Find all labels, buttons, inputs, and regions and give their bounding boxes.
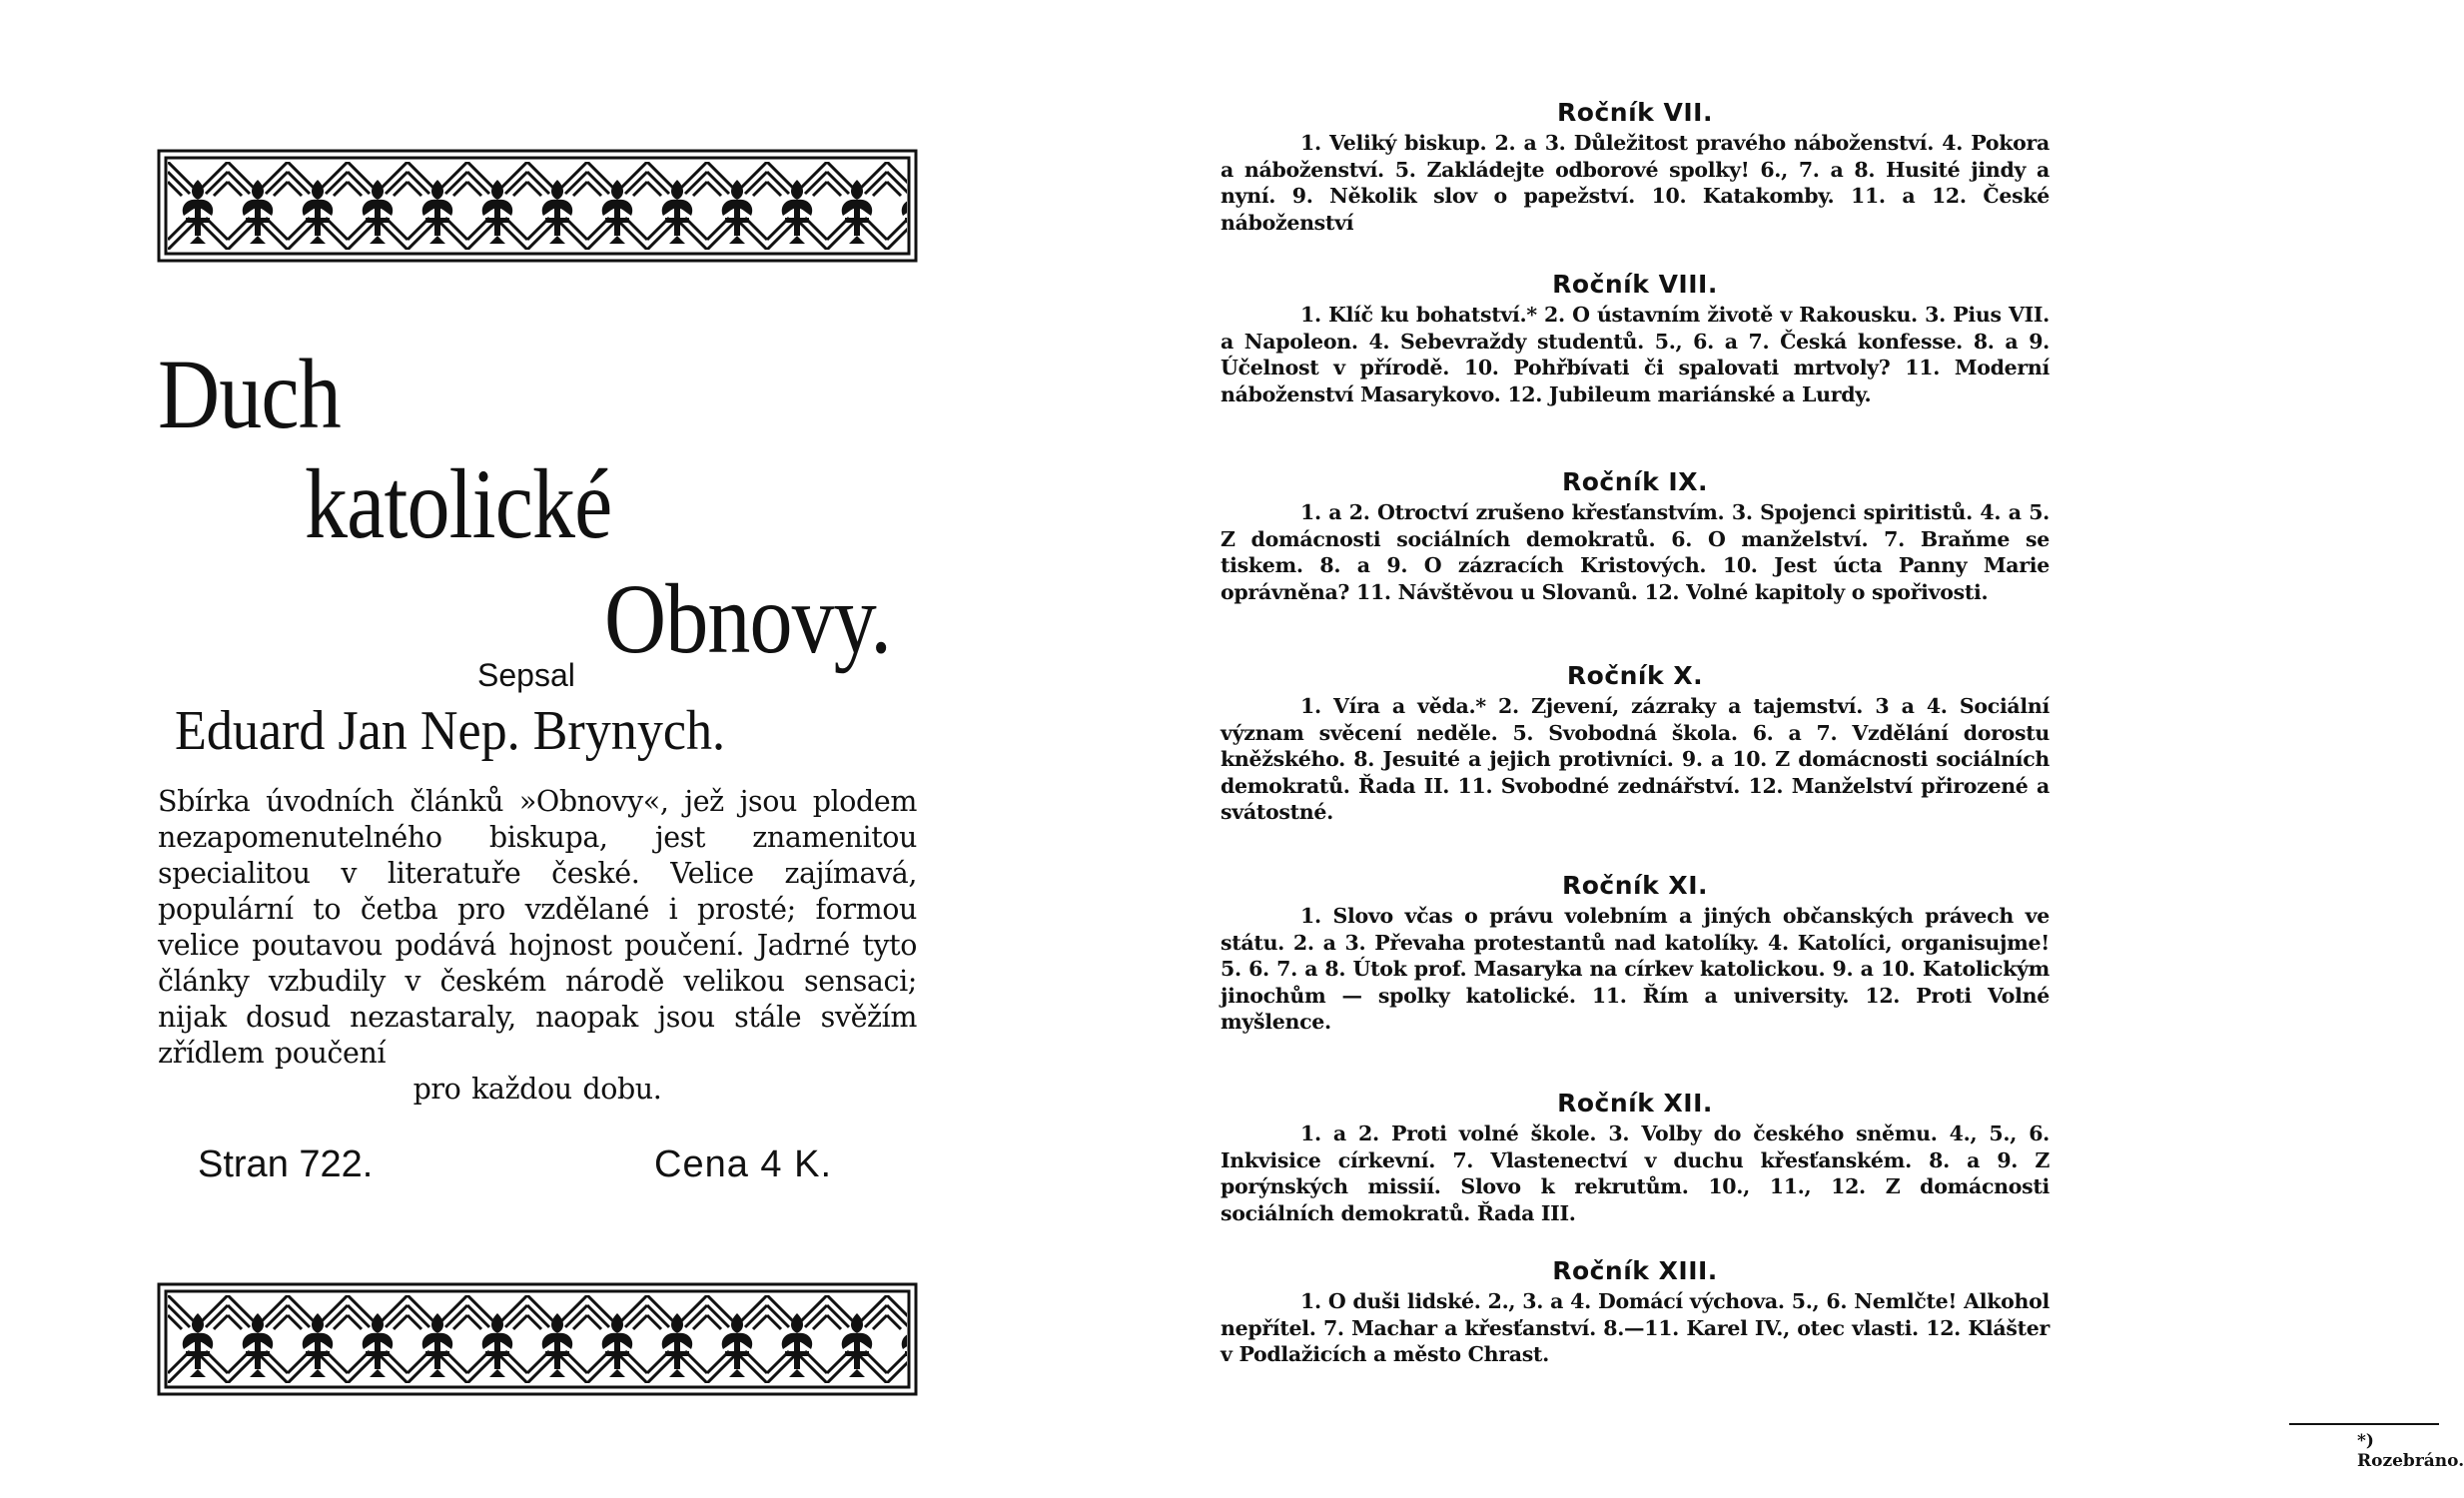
volume-heading: Ročník IX. <box>1561 467 1708 496</box>
volume-heading: Ročník XI. <box>1561 871 1708 900</box>
right-page <box>1059 0 2464 1498</box>
volume-heading: Ročník VII. <box>1557 98 1713 127</box>
volume-xiii <box>1221 1256 2050 1368</box>
footnote: *) Rozebráno. <box>2357 1431 2464 1471</box>
volume-vii <box>1221 98 2050 236</box>
volume-contents: 1. Slovo včas o právu volebním a jiných občanských právech ve státu. 2. a 3. Převaha protestantů nad katolíky. 4. Katolíci, organisujme! 5. 6. 7. a 8. Útok prof. Masaryka na církev katolickou. 9. a 10. Katolickým jinochům — spolky katolické. 11. Řím a university. 12. Proti Volné myšlence. <box>1221 904 2050 1034</box>
volume-x <box>1221 661 2050 826</box>
volume-viii <box>1221 270 2050 407</box>
title-line-2: katolické <box>305 448 612 559</box>
sepsal-label: Sepsal <box>477 657 575 693</box>
volume-ix <box>1221 467 2050 605</box>
book-description <box>158 784 917 1108</box>
volume-xi <box>1221 871 2050 1036</box>
left-page <box>0 0 1059 1498</box>
volume-xii <box>1221 1089 2050 1226</box>
ornament-frame <box>158 150 917 262</box>
author-name: Eduard Jan Nep. Brynych. <box>175 700 726 762</box>
volume-heading: Ročník VIII. <box>1552 270 1718 299</box>
description-last-line: pro každou dobu. <box>412 1073 662 1106</box>
volume-contents: 1. Víra a věda.* 2. Zjevení, zázraky a tajemství. 3 a 4. Sociální význam svěcení neděle. 5. Svobodná škola. 6. a 7. Vzdělání dorostu kněžského. 8. Jesuité a jejich protivníci. 9. a 10. Z domácnosti sociálních demokratů. Řada II. 11. Svobodné zednářství. 12. Manželství přirozené a svátostné. <box>1221 694 2050 824</box>
title-line-1: Duch <box>158 339 341 449</box>
volume-contents: 1. a 2. Proti volné škole. 3. Volby do českého sněmu. 4., 5., 6. Inkvisice církevní. 7. Vlastenectví v duchu křesťanském. 8. a 9. Z porýnských missií. Slovo k rekrutům. 10., 11., 12. Z domácnosti sociálních demokratů. Řada III. <box>1221 1122 2050 1225</box>
description-text: Sbírka úvodních článků »Obnovy«, jež jsou plodem nezapomenutelného biskupa, jest znamenitou specialitou v literatuře české. Velice zajímavá, populární to četba pro vzdělané i prosté; formou velice poutavou podává hojnost poučení. Jadrné tyto články vzbudily v českém národě velikou sensaci; nijak dosud nezastaraly, naopak jsou stále svěžím zřídlem poučení <box>158 785 917 1070</box>
price: Cena 4 K. <box>654 1143 832 1185</box>
footnote-rule <box>2289 1423 2439 1425</box>
volume-heading: Ročník X. <box>1566 661 1704 690</box>
bottom-ornamental-border <box>158 1283 917 1395</box>
ornament-frame <box>158 1283 917 1395</box>
volume-contents: 1. a 2. Otroctví zrušeno křesťanstvím. 3. Spojenci spiritistů. 4. a 5. Z domácnosti sociálních demokratů. 6. O manželství. 7. Braňme se tiskem. 8. a 9. O zázracích Kristových. 10. Jest úcta Panny Marie oprávněna? 11. Návštěvou u Slovanů. 12. Volné kapitoly o spořivosti. <box>1221 500 2050 604</box>
title-line-3: Obnovy. <box>604 563 892 674</box>
volume-heading: Ročník XII. <box>1557 1089 1713 1118</box>
volume-contents: 1. Veliký biskup. 2. a 3. Důležitost pravého náboženství. 4. Pokora a náboženství. 5. Zakládejte odborové spolky! 6., 7. a 8. Husité jindy a nyní. 9. Několik slov o papežství. 10. Katakomby. 11. a 12. České náboženství <box>1221 131 2050 235</box>
top-ornamental-border <box>158 150 917 262</box>
volume-contents: 1. Klíč ku bohatství.* 2. O ústavním životě v Rakousku. 3. Pius VII. a Napoleon. 4. Sebevraždy studentů. 5., 6. a 7. Česká konfesse. 8. a 9. Účelnost v přírodě. 10. Pohřbívati či spalovati mrtvoly? 11. Moderní náboženství Masarykovo. 12. Jubileum mariánské a Lurdy. <box>1221 303 2050 406</box>
volume-contents: 1. O duši lidské. 2., 3. a 4. Domácí výchova. 5., 6. Nemlčte! Alkohol nepřítel. 7. Machar a křesťanství. 8.—11. Karel IV., otec vlasti. 12. Klášter v Podlažicích a město Chrast. <box>1221 1289 2050 1366</box>
page-count: Stran 722. <box>198 1143 374 1185</box>
volume-heading: Ročník XIII. <box>1552 1256 1718 1285</box>
